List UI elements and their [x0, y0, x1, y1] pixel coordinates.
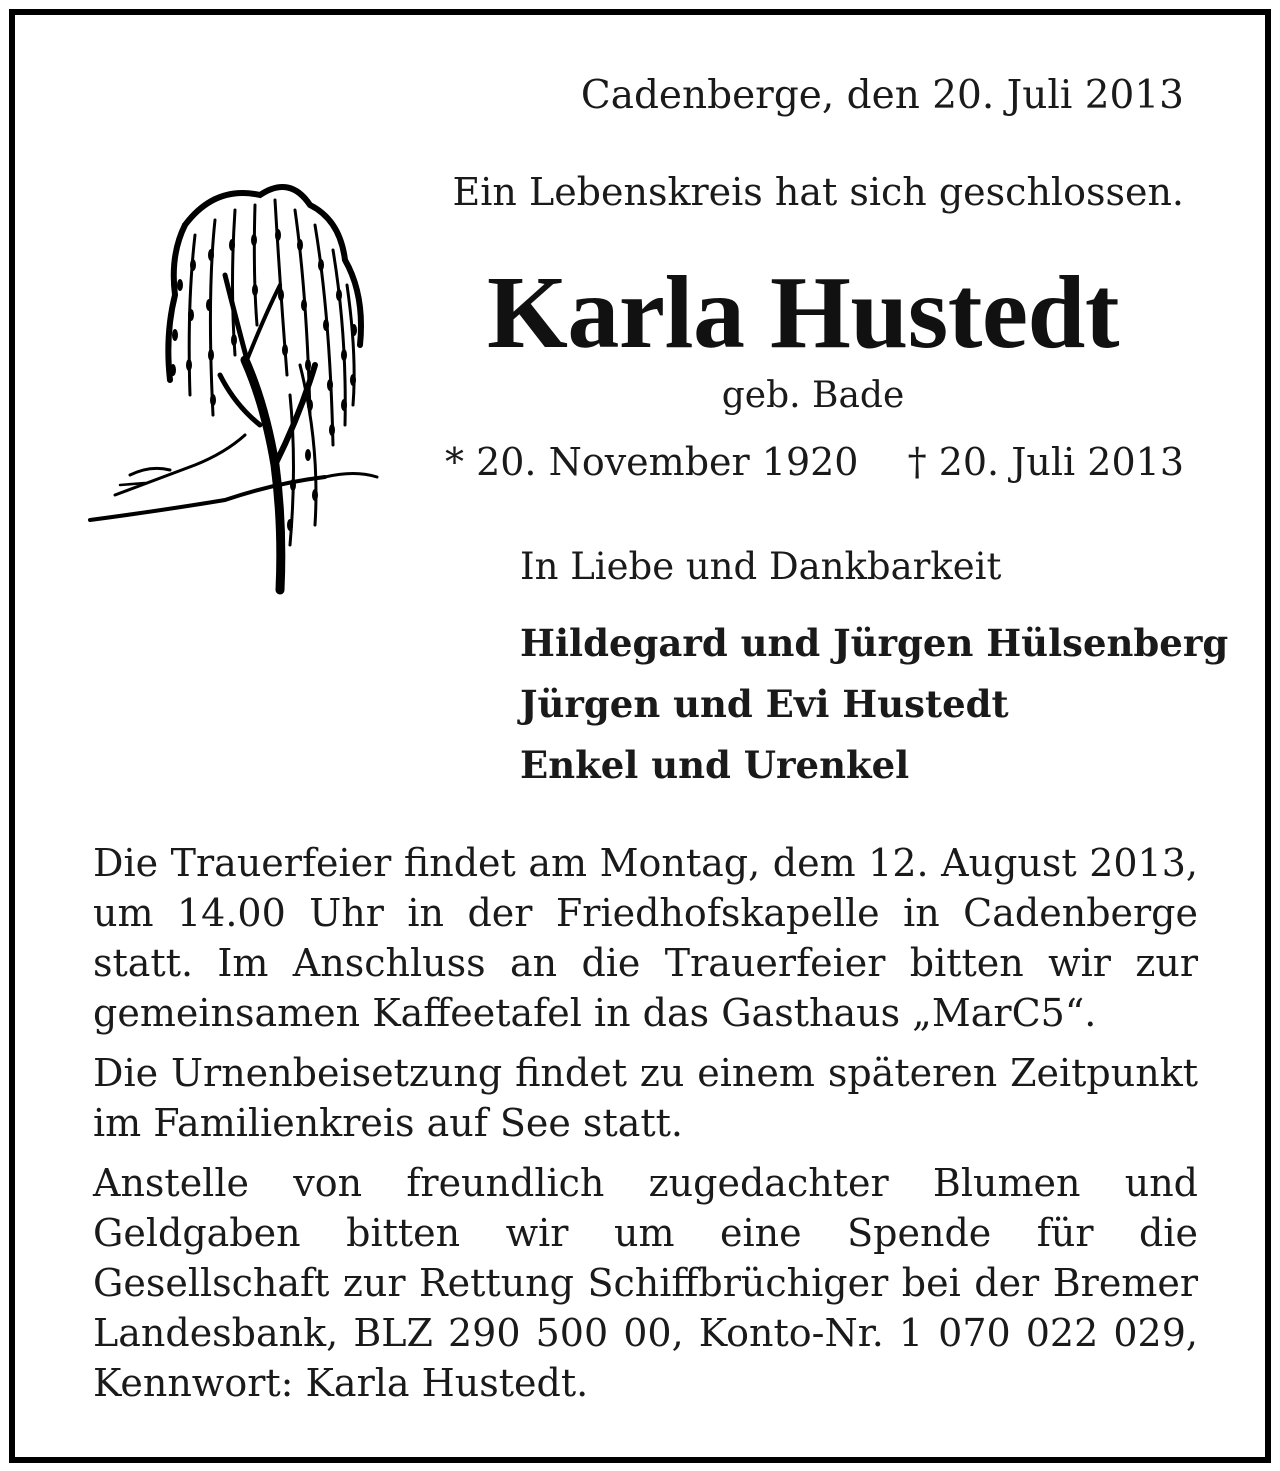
burial-paragraph: Die Urnenbeisetzung findet zu einem späteren Zeitpunkt im Familienkreis auf See statt. [93, 1051, 1198, 1145]
birth-date: * 20. November 1920 [445, 440, 859, 484]
mourners-list [520, 613, 1228, 796]
obituary-notice [9, 9, 1271, 1463]
mourner-name: Hildegard und Jürgen Hülsenberg [520, 621, 1229, 665]
mourner-name: Enkel und Urenkel [520, 743, 910, 787]
mourner-name: Jürgen und Evi Hustedt [520, 682, 1009, 726]
body-text [93, 838, 1198, 1408]
motto: Ein Lebenskreis hat sich geschlossen. [452, 170, 1184, 214]
place-date: Cadenberge, den 20. Juli 2013 [580, 73, 1184, 118]
deceased-name: Karla Hustedt [487, 255, 1119, 370]
death-date: † 20. Juli 2013 [907, 440, 1184, 484]
maiden-name: geb. Bade [721, 375, 905, 416]
funeral-service-paragraph: Die Trauerfeier findet am Montag, dem 12. August 2013, um 14.00 Uhr in der Friedhofskapelle in Cadenberge statt. Im Anschluss an die Trauerfeier bitten wir zur gemeinsamen Kaffeetafel in das Gasthaus „MarC5“. [93, 841, 1198, 1035]
donation-paragraph: Anstelle von freundlich zugedachter Blumen und Geldgaben bitten wir um eine Spende für die Gesellschaft zur Rettung Schiffbrüchiger bei der Bremer Landesbank, BLZ 290 500 00, Konto-Nr. 1 070 022 029, Kennwort: Karla Hustedt. [93, 1161, 1198, 1405]
mourners-intro: In Liebe und Dankbarkeit [520, 545, 1002, 588]
weeping-willow-tree-icon [75, 165, 385, 595]
